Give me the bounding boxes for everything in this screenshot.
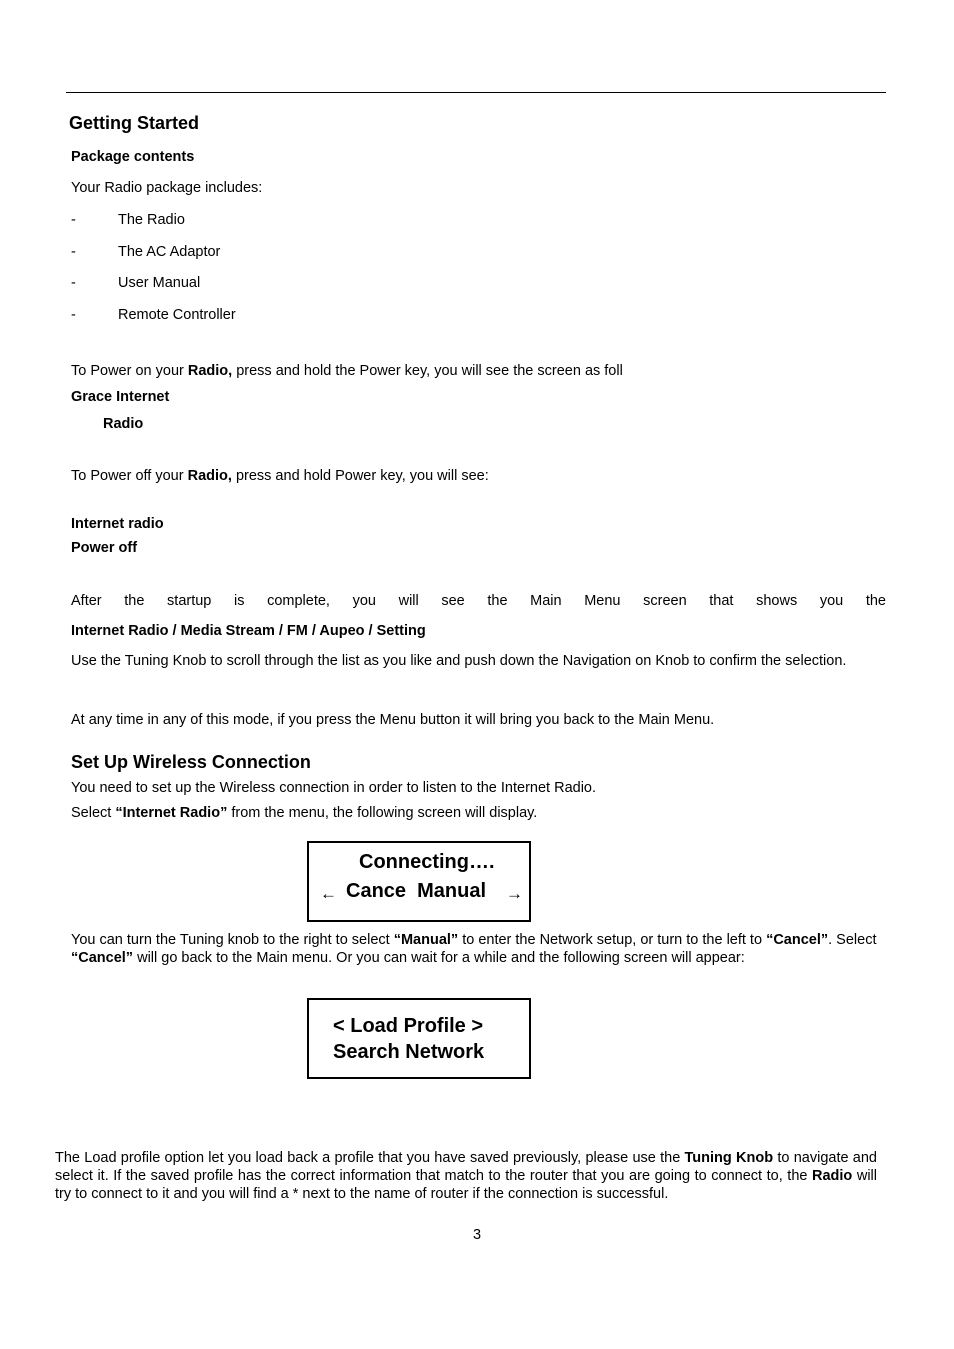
manual-bold: “Manual”: [393, 932, 459, 948]
main-menu-options: Internet Radio / Media Stream / FM / Aupeo / Setting: [71, 623, 426, 639]
package-contents-heading: Package contents: [71, 149, 195, 165]
tuning-select-paragraph: [71, 931, 886, 967]
power-on-screen-line1: Grace Internet: [71, 389, 170, 405]
select-text: Select: [71, 805, 116, 821]
left-arrow-icon: ←: [320, 884, 337, 903]
cancel-bold: “Cancel”: [766, 932, 829, 948]
load-profile-paragraph: [55, 1149, 877, 1203]
page-number: 3: [472, 1227, 482, 1243]
power-off-radio-bold: Radio,: [187, 468, 232, 484]
tuning-knob-paragraph: Use the Tuning Knob to scroll through the list as you like and push down the Navigation on Knob to confirm the selection.: [71, 653, 847, 669]
load-profile-label: < Load Profile >: [333, 1015, 484, 1037]
power-off-text-end: press and hold Power key, you will see:: [231, 468, 489, 484]
tuning-text: to enter the Network setup, or turn to the left to: [458, 932, 767, 948]
tuning-knob-bold: Tuning Knob: [684, 1150, 774, 1166]
main-menu-paragraph: After the startup is complete, you will see the Main Menu screen that shows you the: [71, 593, 886, 609]
tuning-text: will go back to the Main menu. Or you can wait for a while and the following screen will appear:: [133, 950, 745, 966]
right-arrow-icon: →: [506, 884, 523, 903]
list-item: The AC Adaptor: [118, 244, 221, 260]
power-off-screen-line2: Power off: [71, 540, 138, 556]
radio-bold: Radio: [812, 1168, 853, 1184]
power-on-text: To Power on your: [71, 363, 188, 379]
list-bullet: -: [71, 275, 76, 291]
tuning-text: You can turn the Tuning knob to the right to select: [71, 932, 394, 948]
package-intro: Your Radio package includes:: [71, 180, 263, 196]
list-item: Remote Controller: [118, 307, 236, 323]
load-profile-text: to navigate and select it. If the saved profile has the correct information that match to the router that you are going to connect to, the: [55, 1150, 877, 1184]
load-profile-text: The Load profile option let you load back a profile that you have saved previously, please use the: [55, 1150, 685, 1166]
connecting-screen: [307, 841, 531, 922]
header-rule: [66, 92, 886, 93]
select-text-end: from the menu, the following screen will display.: [227, 805, 538, 821]
power-on-radio-bold: Radio,: [187, 363, 233, 379]
wireless-intro: You need to set up the Wireless connection in order to listen to the Internet Radio.: [71, 780, 597, 796]
power-off-screen-line1: Internet radio: [71, 516, 164, 532]
cancel-manual-label: Cance Manual: [346, 880, 487, 902]
tuning-text: . Select: [828, 932, 877, 948]
list-bullet: -: [71, 244, 76, 260]
menu-button-paragraph: At any time in any of this mode, if you press the Menu button it will bring you back to the Main Menu.: [71, 712, 715, 728]
load-profile-screen: [307, 998, 531, 1079]
power-off-paragraph: [71, 468, 489, 484]
list-item: User Manual: [118, 275, 201, 291]
cancel-bold: “Cancel”: [71, 950, 134, 966]
section-title-getting-started: Getting Started: [69, 113, 200, 133]
power-on-screen-line2: Radio: [103, 416, 144, 432]
power-off-text: To Power off your: [71, 468, 188, 484]
internet-radio-bold: “Internet Radio”: [115, 805, 228, 821]
load-profile-text: will try to connect to it and you will find a * next to the name of router if the connection is successful.: [55, 1168, 877, 1202]
power-on-text-end: press and hold the Power key, you will see the screen as foll: [232, 363, 623, 379]
select-internet-radio-paragraph: [71, 805, 537, 821]
list-item: The Radio: [118, 212, 185, 228]
list-bullet: -: [71, 212, 76, 228]
section-title-wireless: Set Up Wireless Connection: [71, 752, 311, 772]
connecting-label: Connecting….: [359, 851, 495, 873]
list-bullet: -: [71, 307, 76, 323]
search-network-label: Search Network: [333, 1041, 485, 1063]
power-on-paragraph: [71, 363, 623, 379]
